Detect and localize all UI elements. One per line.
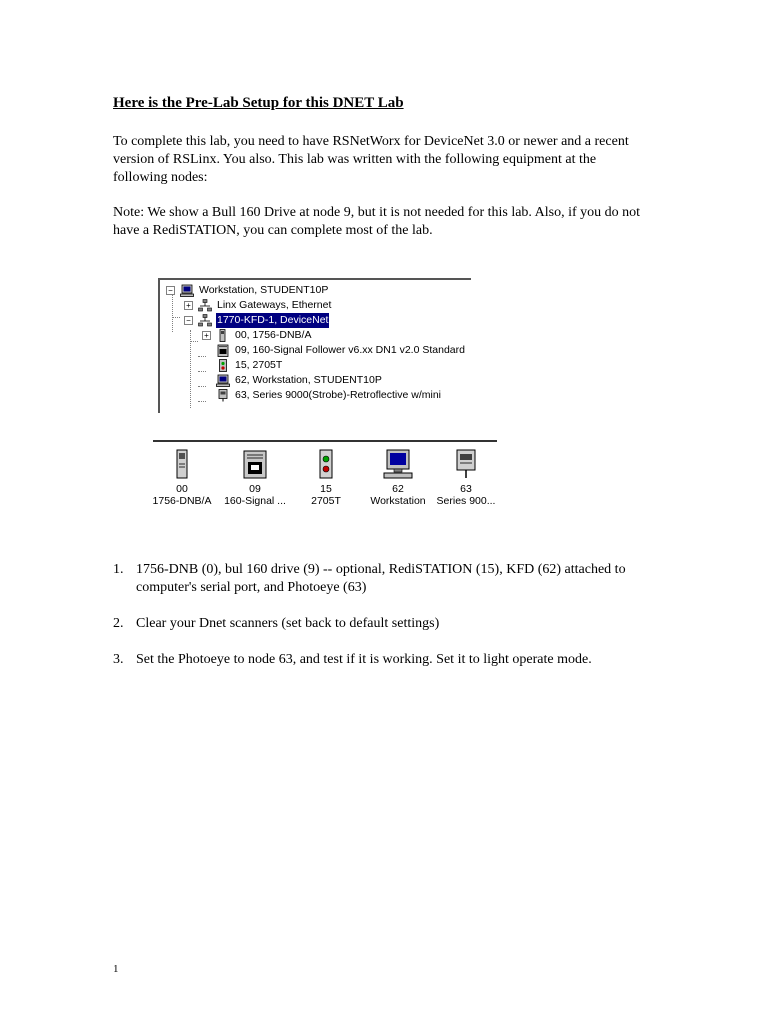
tree-item-workstation[interactable]: − Workstation, STUDENT10P bbox=[160, 283, 460, 298]
workstation-icon bbox=[216, 374, 230, 387]
note-paragraph: Note: We show a Bull 160 Drive at node 9, but it is not needed for this lab. Also, if you do not have a RediSTATION, you can complete most of the lab. bbox=[113, 205, 641, 238]
tree-item-node-00[interactable]: + 00, 1756-DNB/A bbox=[160, 328, 460, 343]
device-node-15[interactable]: 15 2705T bbox=[291, 448, 361, 507]
drive-icon bbox=[216, 344, 230, 357]
scanner-icon bbox=[216, 329, 230, 342]
photoeye-icon bbox=[216, 389, 230, 402]
device-graph-view bbox=[153, 440, 497, 517]
tree-item-node-15[interactable]: 15, 2705T bbox=[160, 358, 460, 373]
device-node-62[interactable]: 62 Workstation bbox=[363, 448, 433, 507]
expand-toggle[interactable]: + bbox=[184, 301, 193, 310]
intro-paragraph: To complete this lab, you need to have RSNetWorx for DeviceNet 3.0 or newer and a recent version of RSLinx. You also. This lab was written with the following equipment at the following nodes: bbox=[113, 134, 629, 185]
tree-item-linx-gateways[interactable]: + Linx Gateways, Ethernet bbox=[160, 298, 460, 313]
tree-item-node-09[interactable]: 09, 160-Signal Follower v6.xx DN1 v2.0 Standard bbox=[160, 343, 460, 358]
workstation-icon bbox=[180, 284, 194, 297]
network-tree-view bbox=[158, 278, 471, 413]
page-number: 1 bbox=[113, 963, 119, 975]
scanner-icon bbox=[166, 448, 198, 480]
workstation-icon bbox=[382, 448, 414, 480]
page-title: Here is the Pre-Lab Setup for this DNET Lab bbox=[113, 95, 404, 111]
expand-toggle[interactable]: + bbox=[202, 331, 211, 340]
collapse-toggle[interactable]: − bbox=[166, 286, 175, 295]
drive-icon bbox=[239, 448, 271, 480]
redistation-icon bbox=[216, 359, 230, 372]
document-page: Here is the Pre-Lab Setup for this DNET Lab To complete this lab, you need to have RSNetWorx for DeviceNet 3.0 or newer and a recent version of RSLinx. You also. This lab was written with the following equipment at the following nodes: Note: We show a Bull 160 Drive at node 9, but it is not needed for this lab. Also, if you do not have a RediSTATION, you can complete most of the lab. − Workstation, STUDENT10P + Linx Gateways, Ethernet − 1770-KFD-1, DeviceNet + 00, 1756-DNB/A 09, 160-Signal Follower v6.xx DN1 v2.0 Standard 15, 2705T 62, Workstation, STUDENT10P 63, Series 9000(Strobe)-Retroflective w/mini 00 1756-DNB/A 09 160-Signal ... 15 2705T 62 Workstation 63 Series 900... 1. 1756-DNB (0), bul 160 drive (9) -- optional, RediSTATION (15), KFD (62) attached to computer's serial port, and Photoeye (63) 2. Clear your Dnet scanners (set back to default settings) 3. Set the Photoeye to node 63, and test if it is working. Set it to light operate mode. 1 bbox=[0, 0, 768, 1024]
device-node-00[interactable]: 00 1756-DNB/A bbox=[147, 448, 217, 507]
tree-item-node-63[interactable]: 63, Series 9000(Strobe)-Retroflective w/mini bbox=[160, 388, 460, 403]
collapse-toggle[interactable]: − bbox=[184, 316, 193, 325]
network-icon bbox=[198, 299, 212, 312]
network-icon bbox=[198, 314, 212, 327]
photoeye-icon bbox=[450, 448, 482, 480]
redistation-icon bbox=[310, 448, 342, 480]
tree-item-kfd-devicenet[interactable]: − 1770-KFD-1, DeviceNet bbox=[160, 313, 460, 328]
device-node-09[interactable]: 09 160-Signal ... bbox=[220, 448, 290, 507]
device-node-63[interactable]: 63 Series 900... bbox=[431, 448, 501, 507]
tree-item-node-62[interactable]: 62, Workstation, STUDENT10P bbox=[160, 373, 460, 388]
